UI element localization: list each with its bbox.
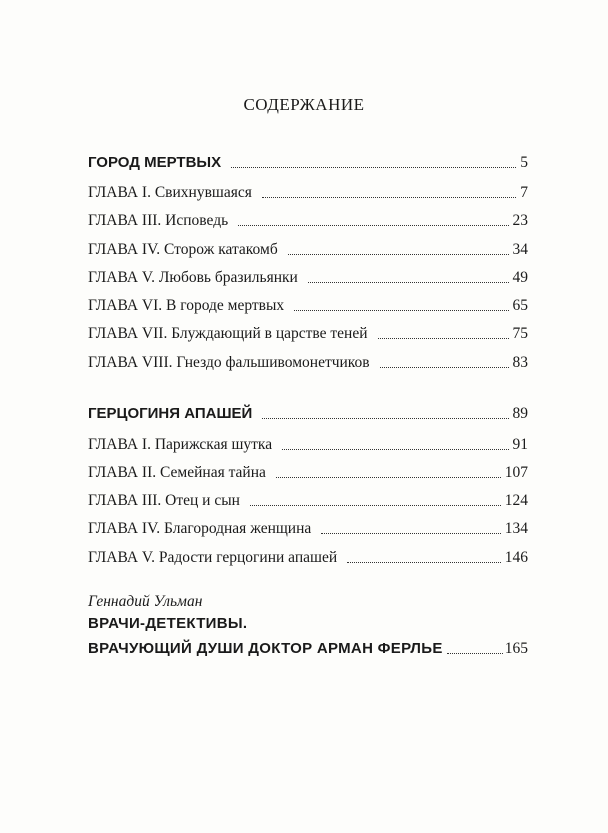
toc-chapter-entry[interactable]	[88, 488, 528, 510]
toc-leader-dots	[276, 476, 501, 478]
toc-leader-dots	[347, 561, 501, 563]
toc-page-number: 83	[512, 354, 528, 371]
toc-entry-final[interactable]	[88, 636, 528, 658]
toc-chapter-entry[interactable]	[88, 321, 528, 343]
toc-page-number: 124	[504, 492, 528, 509]
toc-entry-label: ГЛАВА III. Исповедь	[88, 212, 229, 229]
toc-page-number: 89	[512, 405, 528, 422]
toc-page-number: 146	[504, 549, 528, 566]
toc-page-number: 165	[504, 640, 528, 657]
toc-leader-dots	[262, 196, 516, 198]
toc-leader-dots	[282, 448, 508, 450]
toc-entry-label: ГЕРЦОГИНЯ АПАШЕЙ	[88, 405, 253, 422]
toc-leader-dots	[308, 281, 509, 283]
toc-page-number: 75	[512, 325, 528, 342]
toc-chapter-entry[interactable]	[88, 180, 528, 202]
toc-section-entry[interactable]	[88, 150, 528, 172]
toc-chapter-entry[interactable]	[88, 208, 528, 230]
toc-entry-label: ГЛАВА V. Радости герцогини апашей	[88, 549, 338, 566]
toc-entry-label: ГЛАВА I. Свихнувшаяся	[88, 184, 252, 201]
toc-chapter-entry[interactable]	[88, 237, 528, 259]
toc-leader-dots	[294, 309, 508, 311]
toc-chapter-entry[interactable]	[88, 432, 528, 454]
toc-entry-label: ГЛАВА IV. Сторож катакомб	[88, 241, 278, 258]
toc-page-number: 7	[520, 184, 528, 201]
toc-page-number: 34	[512, 241, 528, 258]
toc-entry-label: ГЛАВА V. Любовь бразильянки	[88, 269, 298, 286]
toc-chapter-entry[interactable]	[88, 545, 528, 567]
toc-entry-label: ГЛАВА III. Отец и сын	[88, 492, 240, 509]
toc-page-number: 23	[512, 212, 528, 229]
toc-chapter-entry[interactable]	[88, 460, 528, 482]
page-title: СОДЕРЖАНИЕ	[243, 95, 365, 114]
toc-chapter-entry[interactable]	[88, 265, 528, 287]
toc-entry-label: ГЛАВА IV. Благородная женщина	[88, 520, 312, 537]
toc-entry-label: ГЛАВА I. Парижская шутка	[88, 436, 273, 453]
toc-section-entry[interactable]	[88, 401, 528, 423]
toc-leader-dots	[378, 337, 509, 339]
toc-page-number: 107	[504, 464, 528, 481]
toc-leader-dots	[262, 417, 508, 419]
toc-entry-label: ВРАЧУЮЩИЙ ДУШИ ДОКТОР АРМАН ФЕРЛЬЕ	[88, 640, 443, 657]
toc-leader-dots	[288, 253, 509, 255]
toc-leader-dots	[321, 532, 500, 534]
toc-chapter-entry[interactable]	[88, 350, 528, 372]
toc-chapter-entry[interactable]	[88, 516, 528, 538]
toc-page-number: 65	[512, 297, 528, 314]
author-name: Геннадий Ульман	[88, 593, 203, 610]
toc-entry-label: ГОРОД МЕРТВЫХ	[88, 154, 222, 171]
toc-page-number: 49	[512, 269, 528, 286]
toc-leader-dots	[250, 504, 501, 506]
toc-entry-label: ГЛАВА VIII. Гнездо фальшивомонетчиков	[88, 354, 370, 371]
toc-leader-dots	[238, 224, 508, 226]
toc-chapter-entry[interactable]	[88, 293, 528, 315]
toc-leader-dots	[380, 366, 509, 368]
section-heading-doctors: ВРАЧИ-ДЕТЕКТИВЫ.	[88, 615, 248, 632]
toc-entry-label: ГЛАВА VII. Блуждающий в царстве теней	[88, 325, 368, 342]
toc-page-number: 91	[512, 436, 528, 453]
toc-page-number: 5	[520, 154, 528, 171]
toc-entry-label: ГЛАВА VI. В городе мертвых	[88, 297, 285, 314]
toc-leader-dots	[231, 166, 516, 168]
toc-page-number: 134	[504, 520, 528, 537]
toc-entry-label: ГЛАВА II. Семейная тайна	[88, 464, 266, 481]
toc-leader-dots	[447, 652, 503, 654]
